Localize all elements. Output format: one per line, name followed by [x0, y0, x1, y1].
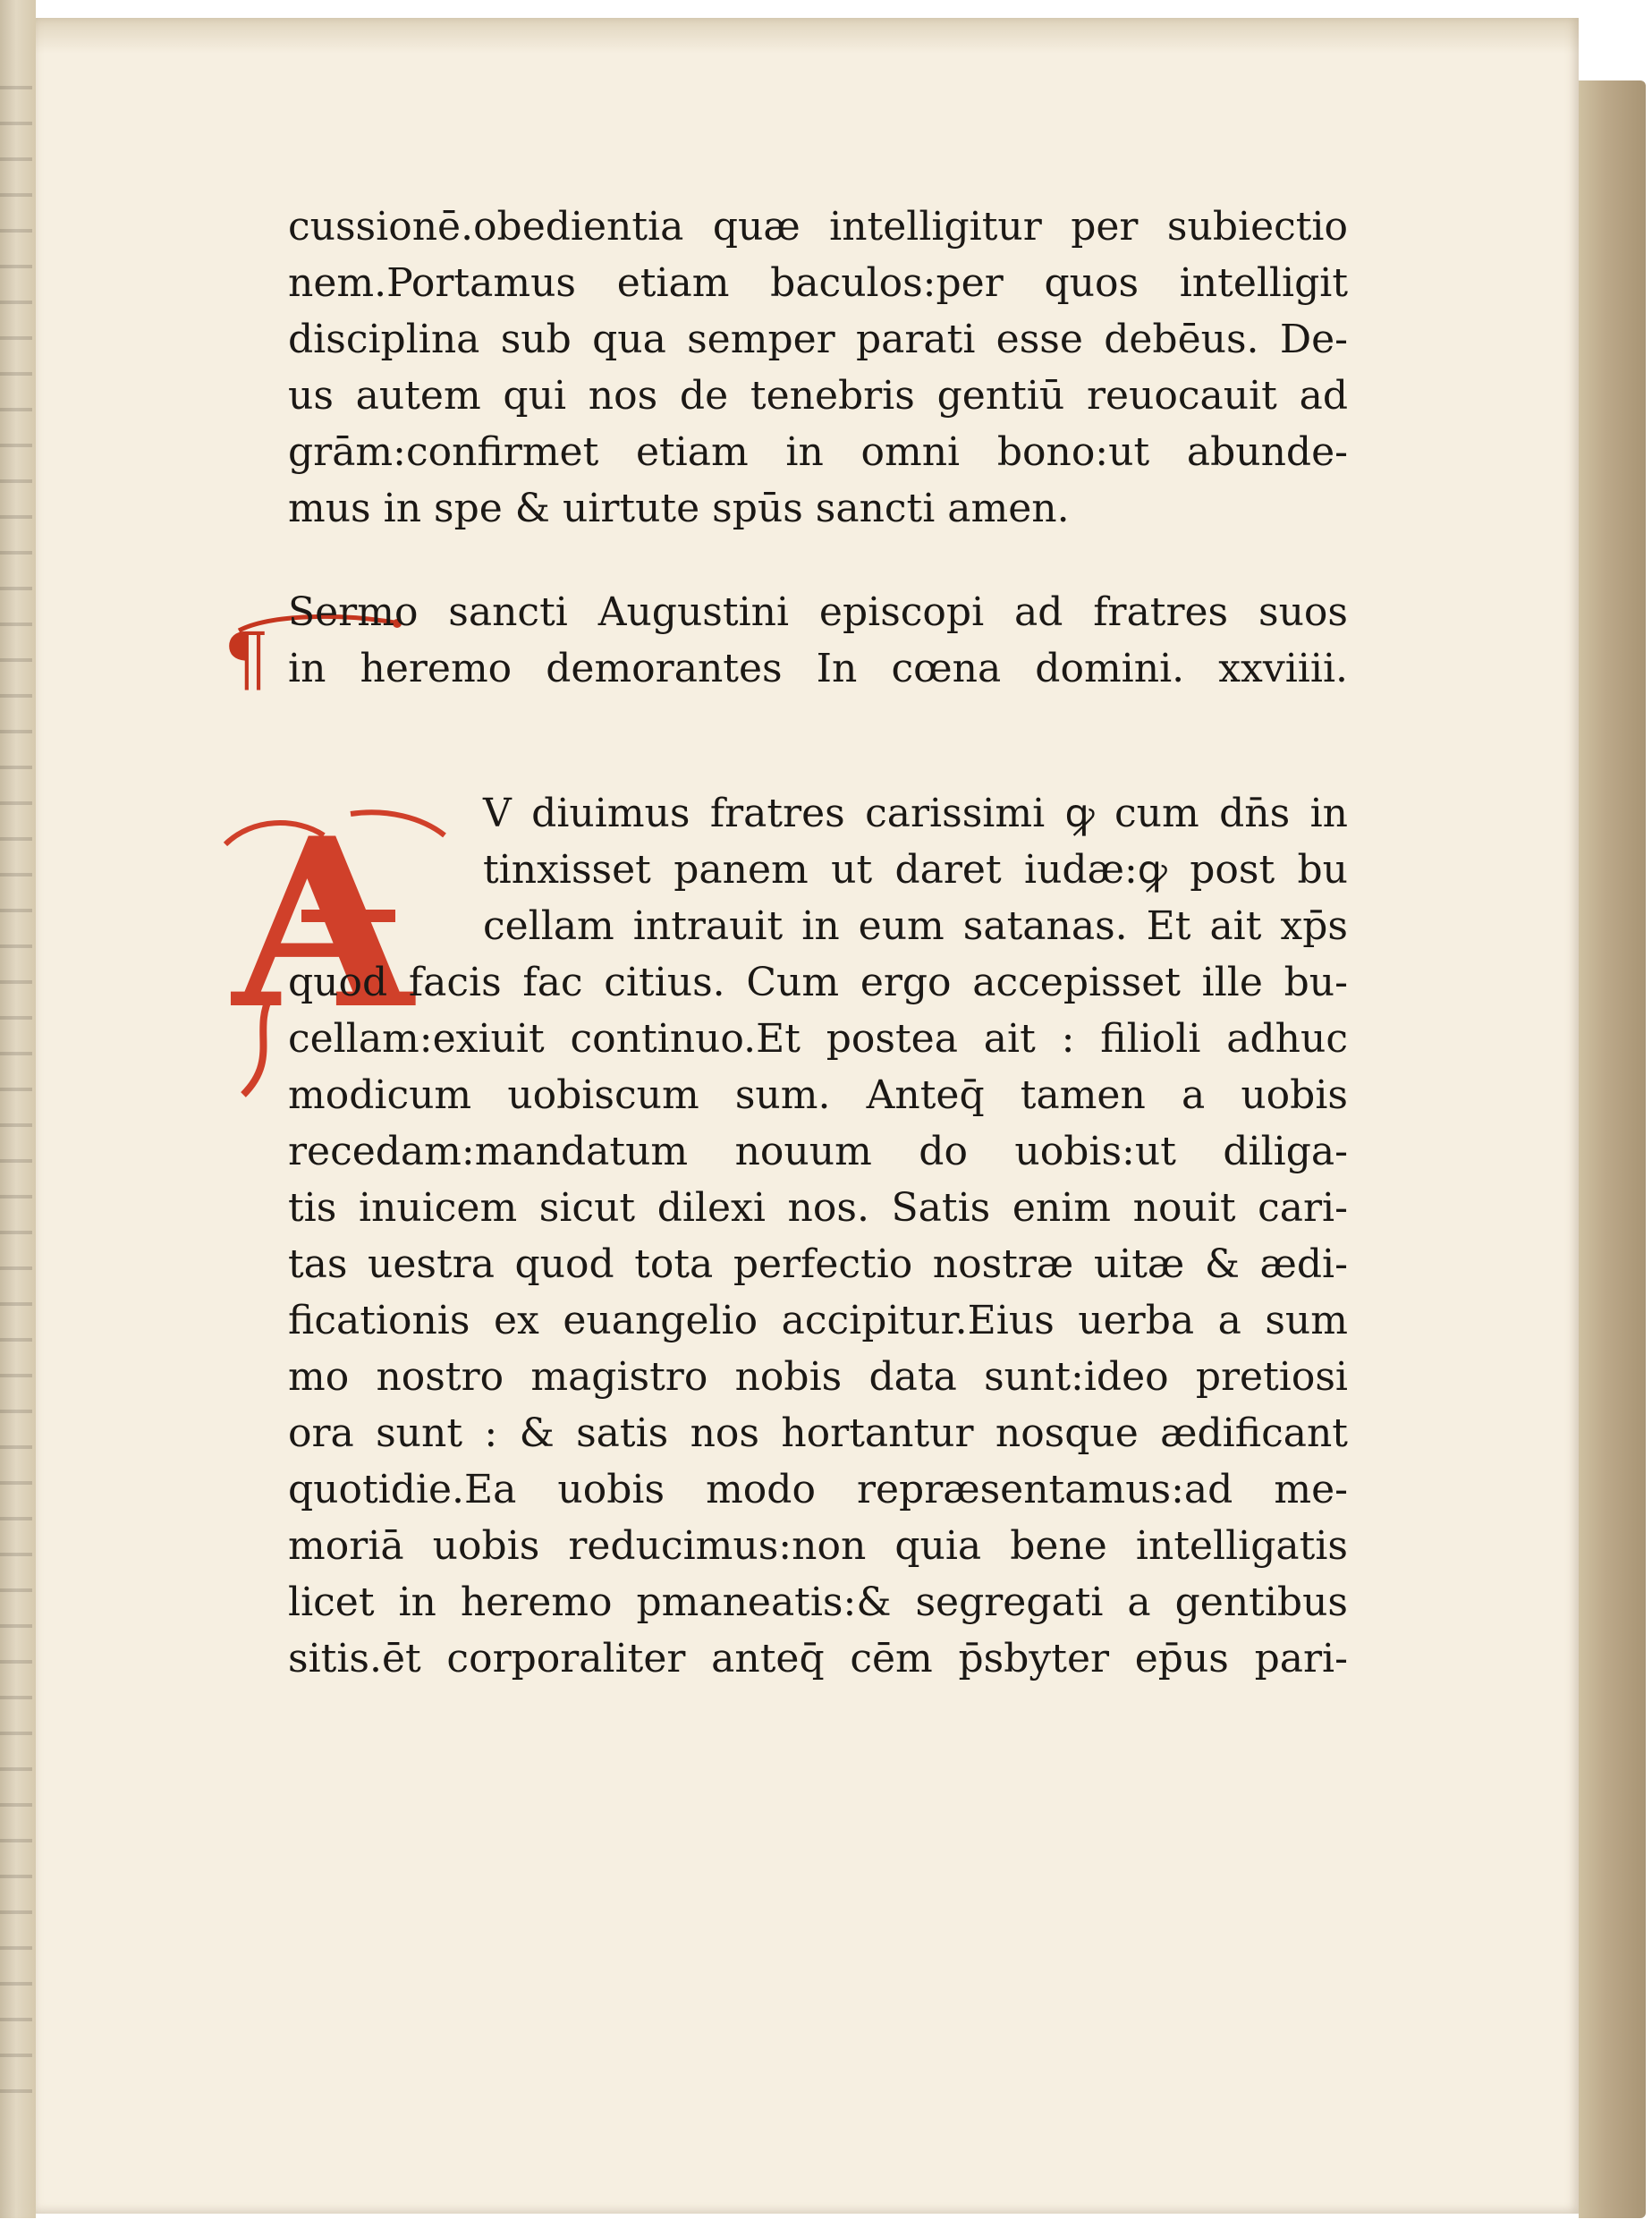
- text-line: quotidie.Ea uobis modo repræsentamus:ad me-: [288, 1467, 1348, 1512]
- text-line: mus in spe & uirtute spūs sancti amen.: [288, 486, 1070, 531]
- heading-line: Sermo sancti Augustini episcopi ad fratres suos: [288, 589, 1348, 635]
- left-page-text-fragment: [0, 54, 32, 2111]
- text-line: cellam intrauit in eum satanas. Et ait xp̄s: [483, 903, 1348, 949]
- paragraph-mark-icon: ¶: [224, 617, 269, 700]
- initial-letter: A: [233, 788, 413, 1061]
- text-line: quod facis fac citius. Cum ergo accepisset ille bu-: [288, 960, 1348, 1005]
- text-line: ficationis ex euangelio accipitur.Eius uerba a sum: [288, 1298, 1348, 1343]
- text-column: [288, 199, 1348, 1687]
- text-line: nem.Portamus etiam baculos:per quos intelligit: [288, 260, 1348, 306]
- text-line: cussionē.obedientia quæ intelligitur per subiectio: [288, 204, 1348, 250]
- text-line: licet in heremo pmaneatis:& segregati a gentibus: [288, 1580, 1348, 1625]
- binding-cover-edge: [1579, 80, 1646, 2218]
- text-line: tis inuicem sicut dilexi nos. Satis enim nouit cari-: [288, 1185, 1348, 1231]
- text-line: us autem qui nos de tenebris gentiū reuocauit ad: [288, 373, 1348, 419]
- text-line: grām:confirmet etiam in omni bono:ut abunde-: [288, 429, 1348, 475]
- text-line: moriā uobis reducimus:non quia bene intelligatis: [288, 1523, 1348, 1569]
- text-line: disciplina sub qua semper parati esse debēus. De-: [288, 317, 1348, 362]
- heading-line: in heremo demorantes In cœna domini. xxviiii.: [288, 646, 1348, 691]
- spacer: [288, 697, 1348, 785]
- text-line: tinxisset panem ut daret iudæ:ꝙ post bu: [483, 847, 1348, 893]
- text-line: sitis.ēt corporaliter anteq̄ cēm p̄sbyter ep̄us pari-: [288, 1636, 1348, 1681]
- text-line: V diuimus fratres carissimi ꝙ cum dn̄s in: [483, 791, 1348, 836]
- text-line: ora sunt : & satis nos hortantur nosque ædificant: [288, 1410, 1348, 1456]
- spacer: [288, 537, 1348, 584]
- text-line: tas uestra quod tota perfectio nostræ uitæ & ædi-: [288, 1241, 1348, 1287]
- text-line: recedam:mandatum nouum do uobis:ut diliga-: [288, 1129, 1348, 1174]
- text-line: modicum uobiscum sum. Anteq̄ tamen a uobis: [288, 1072, 1348, 1118]
- text-line: mo nostro magistro nobis data sunt:ideo pretiosi: [288, 1354, 1348, 1400]
- text-line: cellam:exiuit continuo.Et postea ait : filioli adhuc: [288, 1016, 1348, 1062]
